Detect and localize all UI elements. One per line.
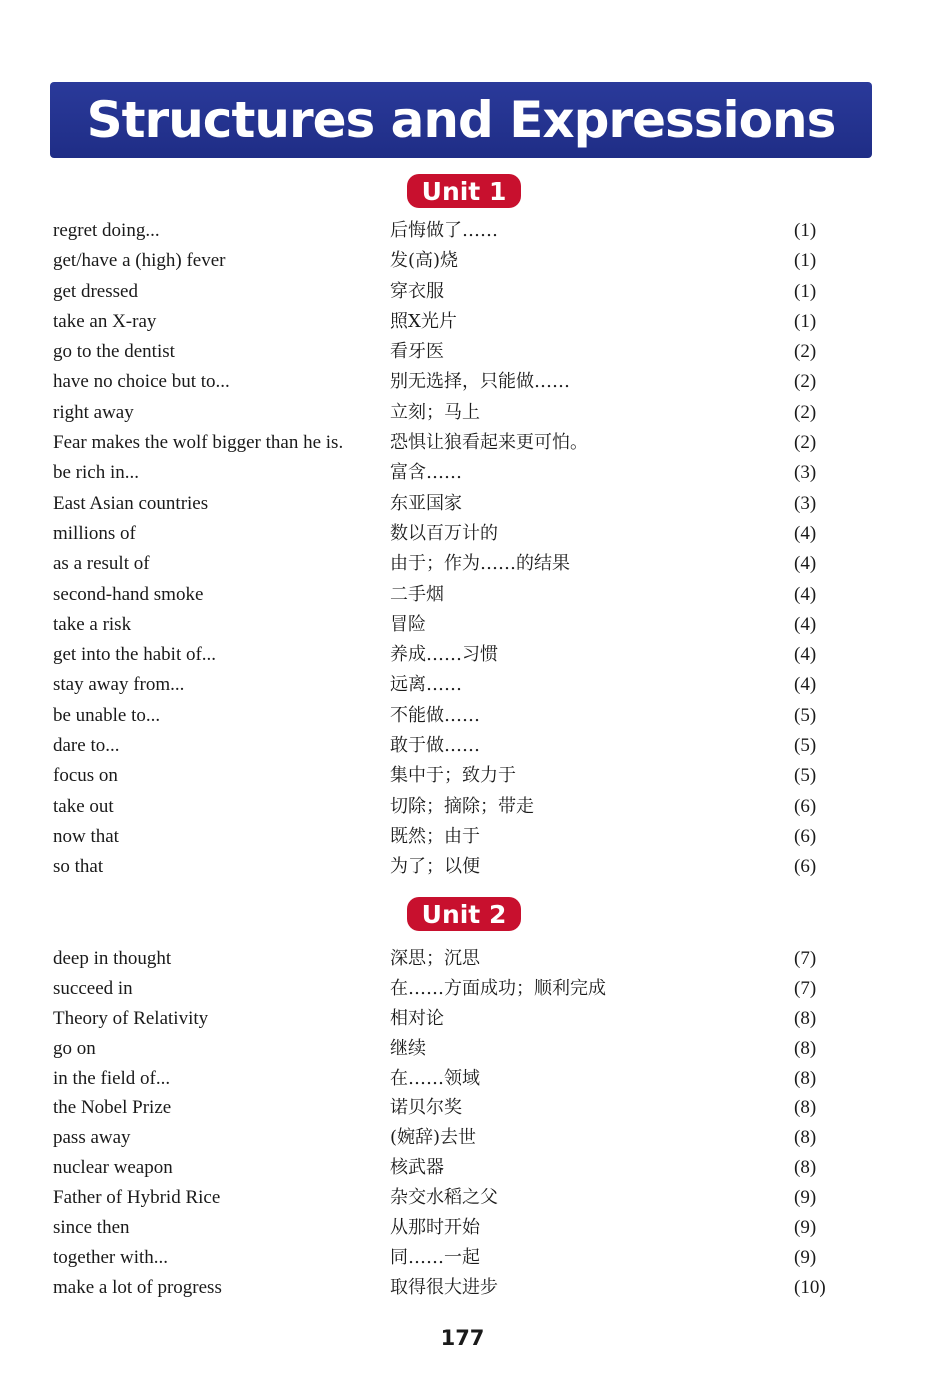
expression-row [0,1213,945,1243]
expression-chinese: 核武器 [390,1157,444,1179]
expression-row [0,852,945,882]
expression-chinese: 切除；摘除；带走 [390,795,534,817]
expression-english: as a result of [53,553,150,575]
expression-chinese: 立刻；马上 [390,401,480,423]
expression-english: get/have a (high) fever [53,250,226,272]
expression-english: Father of Hybrid Rice [53,1187,221,1209]
expression-english: right away [53,401,134,423]
expression-english: so that [53,856,104,878]
expression-page-ref: (8) [794,1157,817,1179]
expression-chinese: 不能做…… [390,704,480,726]
expression-chinese: 在……方面成功；顺利完成 [390,977,606,999]
expression-row [0,944,945,974]
expression-row [0,458,945,488]
expression-row [0,549,945,579]
expression-row [0,1153,945,1183]
expression-english: go to the dentist [53,341,175,363]
expression-row [0,216,945,246]
expression-chinese: 发(高)烧 [390,250,459,272]
expression-english: nuclear weapon [53,1157,173,1179]
expression-english: pass away [53,1127,131,1149]
expression-page-ref: (4) [794,522,817,544]
expression-chinese: 在……领域 [390,1067,480,1089]
expression-page-ref: (8) [794,1097,817,1119]
expression-chinese: 杂交水稻之父 [390,1187,498,1209]
expression-page-ref: (2) [794,401,817,423]
expression-english: take an X-ray [53,310,157,332]
page-title: Structures and Expressions [86,91,836,149]
expression-english: deep in thought [53,948,172,969]
expression-english: be unable to... [53,704,161,726]
expression-row [0,1064,945,1094]
expression-page-ref: (4) [794,583,817,605]
expression-english: be rich in... [53,462,140,484]
expression-row [0,1183,945,1213]
expression-row [0,792,945,822]
expression-row [0,640,945,670]
expression-english: Fear makes the wolf bigger than he is. [53,432,344,454]
expression-english: since then [53,1217,130,1239]
expression-page-ref: (8) [794,1127,817,1149]
expression-page-ref: (2) [794,371,817,393]
expression-page-ref: (2) [794,432,817,454]
expression-row [0,277,945,307]
expression-chinese: 为了；以便 [390,856,480,878]
expression-english: get into the habit of... [53,644,217,666]
expression-page-ref: (3) [794,492,817,514]
expression-english: regret doing... [53,220,160,241]
expression-row [0,398,945,428]
expression-page-ref: (1) [794,250,817,272]
unit-1-entries [0,216,945,883]
expression-page-ref: (1) [794,220,817,241]
expression-english: take a risk [53,613,132,635]
expression-chinese: 富含…… [390,462,462,484]
expression-row [0,1004,945,1034]
expression-page-ref: (5) [794,704,817,726]
expression-row [0,731,945,761]
expression-chinese: 二手烟 [390,583,444,605]
expression-chinese: 东亚国家 [390,492,462,514]
expression-page-ref: (4) [794,553,817,575]
expression-page-ref: (4) [794,644,817,666]
expression-english: together with... [53,1246,169,1268]
expression-chinese: 敢于做…… [390,735,480,757]
expression-english: get dressed [53,280,138,302]
expression-row [0,974,945,1004]
expression-chinese: 冒险 [390,613,426,635]
expression-row [0,761,945,791]
expression-english: the Nobel Prize [53,1097,172,1119]
expression-chinese: 别无选择，只能做…… [390,371,570,393]
expression-chinese: 深思；沉思 [390,948,480,969]
expression-english: East Asian countries [53,492,209,514]
expression-page-ref: (7) [794,948,817,969]
expression-english: have no choice but to... [53,371,230,393]
expression-page-ref: (1) [794,280,817,302]
expression-page-ref: (6) [794,795,817,817]
expression-page-ref: (8) [794,1067,817,1089]
expression-row [0,670,945,700]
expression-chinese: 远离…… [390,674,462,696]
title-banner [50,82,872,158]
expression-page-ref: (5) [794,765,817,787]
expression-row [0,367,945,397]
expression-row [0,307,945,337]
expression-page-ref: (1) [794,310,817,332]
expression-chinese: 看牙医 [390,341,444,363]
expression-chinese: 养成……习惯 [390,644,498,666]
expression-english: Theory of Relativity [53,1007,209,1029]
unit-1-label: Unit 1 [407,174,521,208]
expression-english: in the field of... [53,1067,171,1089]
unit-2-entries [0,944,945,1303]
expression-row [0,246,945,276]
expression-chinese: 诺贝尔奖 [390,1097,462,1119]
expression-page-ref: (8) [794,1037,817,1059]
expression-row [0,489,945,519]
expression-english: succeed in [53,977,133,999]
expression-chinese: 恐惧让狼看起来更可怕。 [390,432,588,454]
expression-row [0,1093,945,1123]
expression-page-ref: (4) [794,674,817,696]
unit-2-label: Unit 2 [407,897,521,931]
expression-english: go on [53,1037,96,1059]
expression-page-ref: (9) [794,1217,817,1239]
expression-chinese: 继续 [390,1037,426,1059]
expression-chinese: 集中于；致力于 [390,765,516,787]
expression-row [0,1123,945,1153]
expression-english: now that [53,825,119,847]
expression-row [0,519,945,549]
expression-page-ref: (9) [794,1246,817,1268]
expression-page-ref: (5) [794,735,817,757]
expression-chinese: 既然；由于 [390,825,480,847]
expression-english: stay away from... [53,674,185,696]
expression-row [0,337,945,367]
expression-english: millions of [53,522,136,544]
expression-english: take out [53,795,114,817]
expression-page-ref: (4) [794,613,817,635]
expression-chinese: 同……一起 [390,1246,480,1268]
expression-row [0,1273,945,1303]
expression-english: second-hand smoke [53,583,204,605]
expression-page-ref: (7) [794,977,817,999]
expression-chinese: (婉辞)去世 [390,1127,477,1149]
expression-page-ref: (2) [794,341,817,363]
expression-row [0,701,945,731]
expression-row [0,1034,945,1064]
expression-chinese: 从那时开始 [390,1217,480,1239]
expression-row [0,610,945,640]
expression-page-ref: (6) [794,856,817,878]
expression-row [0,580,945,610]
expression-english: make a lot of progress [53,1276,222,1298]
expression-row [0,1243,945,1273]
expression-row [0,822,945,852]
expression-chinese: 穿衣服 [390,280,444,302]
expression-row [0,428,945,458]
expression-chinese: 照X光片 [390,310,457,332]
expression-chinese: 由于；作为……的结果 [390,553,570,575]
page-number: 177 [440,1326,485,1350]
expression-page-ref: (9) [794,1187,817,1209]
expression-english: focus on [53,765,118,787]
expression-chinese: 取得很大进步 [390,1276,498,1298]
expression-english: dare to... [53,735,120,757]
expression-page-ref: (3) [794,462,817,484]
expression-page-ref: (6) [794,825,817,847]
expression-page-ref: (8) [794,1007,817,1029]
expression-page-ref: (10) [794,1276,826,1298]
expression-chinese: 数以百万计的 [390,522,498,544]
expression-chinese: 相对论 [390,1007,444,1029]
expression-chinese: 后悔做了…… [390,220,498,241]
